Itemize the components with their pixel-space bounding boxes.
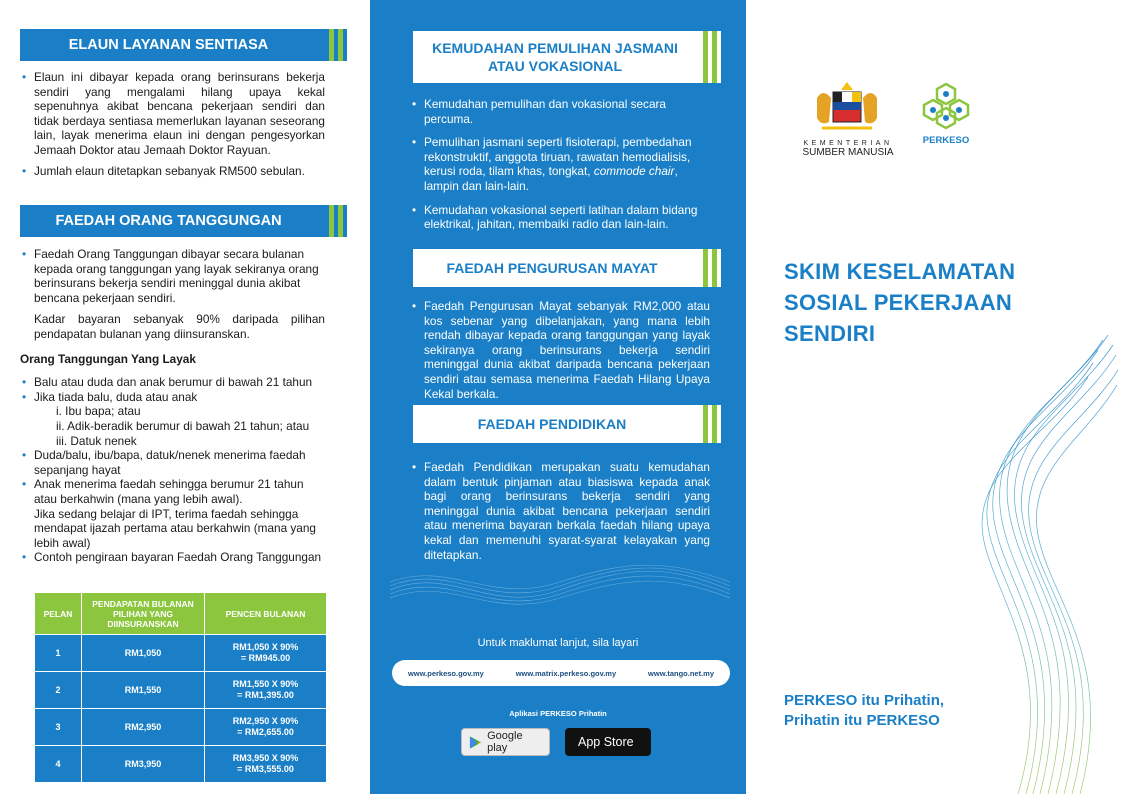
table-row (35, 635, 327, 672)
sub-list-item: ii. Adik-beradik berumur di bawah 21 tahun; atau (56, 418, 310, 433)
pension-table (34, 592, 327, 783)
wave-pattern-icon (390, 560, 730, 620)
green-bars (329, 29, 343, 61)
table-cell: RM2,950 (82, 709, 205, 746)
brochure-title (784, 256, 1084, 349)
table-row (35, 709, 327, 746)
table-cell: RM1,050 X 90% = RM945.00 (205, 635, 327, 672)
perkeso-logo-label: PERKESO (922, 135, 970, 146)
table-cell: 1 (35, 635, 82, 672)
list-item (34, 477, 325, 550)
section-title: ATAU VOKASIONAL (487, 58, 623, 74)
table-row (35, 672, 327, 709)
elaun-text (20, 70, 325, 178)
list-item: • Faedah Orang Tanggungan dibayar secara bulanan kepada orang tanggungan yang layak sekiranya orang berinsurans bekerja sendiri meninggal dunia akibat bencana pekerjaan sendiri. (34, 247, 325, 305)
table-header-row (35, 593, 327, 635)
sub-list-item: i. Ibu bapa; atau (56, 404, 141, 419)
section-header-pemulihan (413, 31, 721, 83)
pendidikan-text (410, 460, 710, 562)
section-header-pengurusan-mayat (413, 249, 721, 287)
google-play-button[interactable] (461, 728, 550, 756)
title-line: SKIM KESELAMATAN (784, 259, 1016, 284)
link-matrix[interactable]: www.matrix.perkeso.gov.my (515, 668, 617, 678)
section-title: FAEDAH PENDIDIKAN (477, 416, 627, 432)
list-item: • Kemudahan vokasional seperti latihan dalam bidang elektrikal, jahitan, membaiki radio dan lain-lain. (424, 203, 710, 232)
list-item-text: Jika sedang belajar di IPT, terima faedah sehingga mendapat ijazah pertama atau berkahwin (mana yang lebih awal) (34, 506, 316, 550)
title-line: SOSIAL PEKERJAAN (784, 290, 1013, 315)
ministry-crest-icon (802, 78, 892, 138)
eligible-heading: Orang Tanggungan Yang Layak (20, 351, 196, 366)
section-header-elaun (20, 29, 347, 61)
list-item: • Faedah Pendidikan merupakan suatu kemudahan dalam bentuk pinjaman atau biasiswa kepada anak bagi orang berinsurans bekerja sendiri yang meninggal dunia akibat bencana pekerjaan sendiri atau menerima bayaran berkala faedah hilang upaya kekal dan memenuhi syarat-syarat kelayakan yang ditetapkan. (424, 460, 710, 562)
column-header: PELAN (35, 593, 82, 635)
ministry-label-2: SUMBER MANUSIA (802, 147, 894, 158)
section-title: FAEDAH ORANG TANGGUNGAN (55, 213, 282, 229)
app-store-button[interactable] (565, 728, 651, 756)
table-cell: RM2,950 X 90% = RM2,655.00 (205, 709, 327, 746)
green-bars (703, 249, 717, 287)
list-item: • Faedah Pengurusan Mayat sebanyak RM2,000 atau kos sebenar yang dibelanjakan, yang mana lebih rendah dibayar kepada orang tanggungan yang layak sekiranya orang berinsurans bekerja sendiri meninggal dunia akibat daripada bencana pekerjaan sendiri atau semasa menerima Faedah Hilang Upaya Kekal berkala. (424, 299, 710, 401)
list-item: • Pemulihan jasmani seperti fisioterapi, pembedahan rekonstruktif, anggota tiruan, rawatan hemodialisis, kerusi roda, tilam khas, tongkat, commode chair, lampin dan lain-lain. (424, 135, 710, 193)
dna-helix-graphic-icon (978, 335, 1118, 794)
perkeso-logo-icon (920, 80, 972, 132)
google-play-label: Google play (487, 730, 523, 754)
google-play-icon (469, 735, 482, 750)
section-title: FAEDAH PENGURUSAN MAYAT (446, 260, 658, 276)
link-perkeso[interactable]: www.perkeso.gov.my (407, 668, 484, 678)
list-item-text: Jika tiada balu, duda atau anak (34, 389, 198, 404)
column-header: PENCEN BULANAN (205, 593, 327, 635)
list-item: • Balu atau duda dan anak berumur di bawah 21 tahun (34, 375, 325, 390)
sub-list-item: iii. Datuk nenek (56, 433, 137, 448)
list-item-text: • Anak menerima faedah sehingga berumur 21 tahun atau berkahwin (mana yang lebih awal). (34, 477, 304, 506)
ministry-label-1: KEMENTERIAN (803, 140, 893, 147)
tanggungan-text (20, 247, 325, 565)
pemulihan-text (410, 97, 710, 232)
section-title: ELAUN LAYANAN SENTIASA (68, 37, 269, 53)
title-line: SENDIRI (784, 321, 876, 346)
table-row (35, 746, 327, 783)
table-cell: 4 (35, 746, 82, 783)
slogan-line: Prihatin itu PERKESO (784, 712, 940, 729)
column-header: PENDAPATAN BULANAN PILIHAN YANG DIINSURANSKAN (82, 593, 205, 635)
table-cell: RM1,550 (82, 672, 205, 709)
link-tango[interactable]: www.tango.net.my (648, 668, 715, 678)
table-cell: RM1,050 (82, 635, 205, 672)
list-item: • Contoh pengiraan bayaran Faedah Orang Tanggungan (34, 550, 325, 565)
green-bars (329, 205, 343, 237)
table-cell: RM1,550 X 90% = RM1,395.00 (205, 672, 327, 709)
pengurusan-mayat-text (410, 299, 710, 401)
right-panel (746, 0, 1124, 794)
app-label: Aplikasi PERKESO Prihatin (509, 709, 607, 718)
table-cell: RM3,950 X 90% = RM3,555.00 (205, 746, 327, 783)
list-item (34, 390, 325, 448)
rate-text: Kadar bayaran sebanyak 90% daripada pilihan pendapatan bulanan yang diinsuranskan. (34, 312, 325, 341)
sub-list (34, 404, 325, 448)
more-info-text: Untuk maklumat lanjut, sila layari (477, 637, 639, 649)
list-item: • Duda/balu, ibu/bapa, datuk/nenek menerima faedah sepanjang hayat (34, 448, 325, 477)
section-header-faedah-tanggungan (20, 205, 347, 237)
left-panel (0, 0, 370, 794)
section-title: KEMUDAHAN PEMULIHAN JASMANI (432, 40, 678, 56)
url-bar (392, 660, 730, 686)
table-cell: 2 (35, 672, 82, 709)
table-cell: 3 (35, 709, 82, 746)
table-cell: RM3,950 (82, 746, 205, 783)
app-store-label: App Store (578, 735, 634, 749)
list-item: • Jumlah elaun ditetapkan sebanyak RM500 sebulan. (34, 164, 325, 179)
slogan-line: PERKESO itu Prihatin, (784, 692, 945, 709)
slogan (784, 691, 944, 731)
list-item: • Elaun ini dibayar kepada orang berinsurans bekerja sendiri yang mengalami hilang upaya kekal sepenuhnya akibat bencana pekerjaan sendiri dan tidak berdaya sentiasa memerlukan layanan seseorang lain, layak menerima elaun ini dengan pengesyorkan Jemaah Doktor atau Jemaah Doktor Rayuan. (34, 70, 325, 158)
section-header-pendidikan (413, 405, 721, 443)
green-bars (703, 31, 717, 83)
list-item: • Kemudahan pemulihan dan vokasional secara percuma. (424, 97, 710, 126)
green-bars (703, 405, 717, 443)
